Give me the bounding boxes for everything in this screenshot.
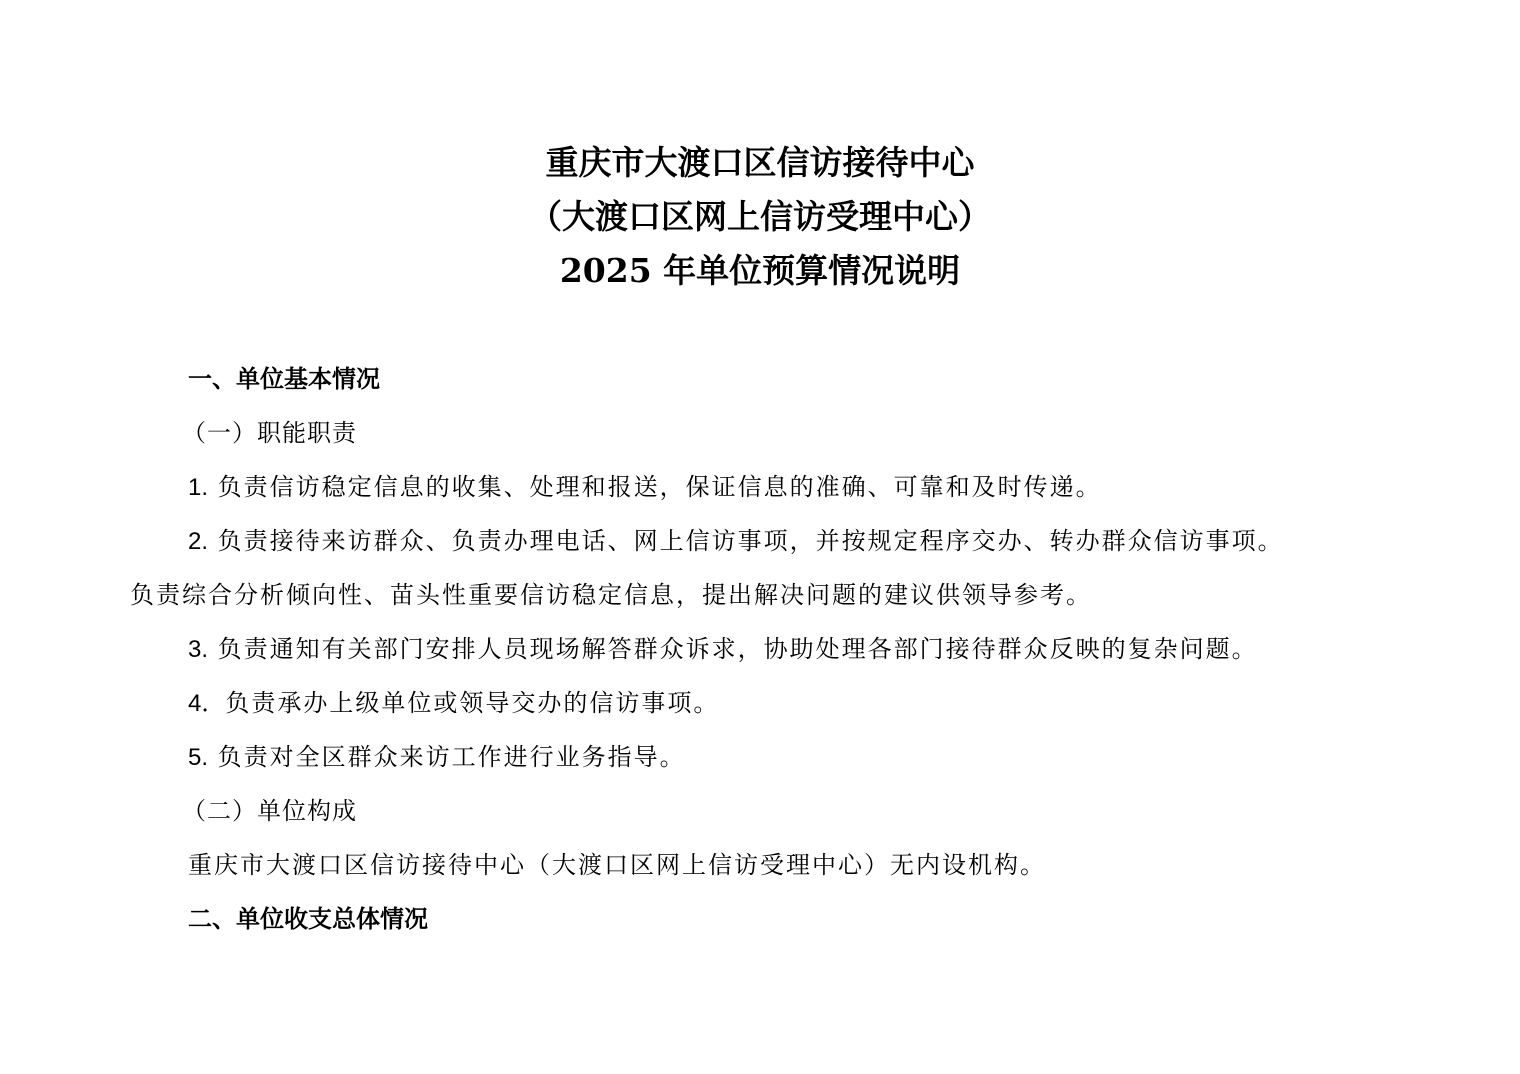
duty-item-number: 4． [188, 690, 226, 717]
duty-item-5 [130, 730, 1410, 784]
title-line-1: 重庆市大渡口区信访接待中心 [545, 143, 975, 182]
section-heading-revenue-expenditure: 二、单位收支总体情况 [188, 905, 428, 933]
duty-item-text: 负责对全区群众来访工作进行业务指导。 [217, 743, 686, 771]
section-heading-basic-info: 一、单位基本情况 [188, 365, 380, 393]
duty-item-1 [130, 460, 1410, 514]
duty-item-2-continuation: 负责综合分析倾向性、苗头性重要信访稳定信息，提出解决问题的建议供领导参考。 [130, 581, 1092, 609]
duty-item-2 [130, 514, 1410, 568]
subsection-heading-duties: （一）职能职责 [182, 419, 357, 447]
duty-item-3 [130, 622, 1410, 676]
title-line-3: 2025 年单位预算情况说明 [559, 251, 961, 290]
subsection-heading-structure: （二）单位构成 [182, 797, 357, 825]
duty-item-number: 3. [188, 636, 209, 663]
document-body [130, 352, 1410, 946]
structure-text: 重庆市大渡口区信访接待中心（大渡口区网上信访受理中心）无内设机构。 [188, 851, 1046, 879]
duty-item-text: 负责承办上级单位或领导交办的信访事项。 [225, 689, 720, 717]
title-line-2: （大渡口区网上信访受理中心） [529, 197, 991, 236]
duty-item-text: 负责通知有关部门安排人员现场解答群众诉求，协助处理各部门接待群众反映的复杂问题。 [217, 635, 1258, 663]
duty-item-4 [130, 676, 1410, 730]
duty-item-text: 负责接待来访群众、负责办理电话、网上信访事项，并按规定程序交办、转办群众信访事项。 [217, 527, 1284, 555]
duty-item-number: 2. [188, 528, 209, 555]
duty-item-text: 负责信访稳定信息的收集、处理和报送，保证信息的准确、可靠和及时传递。 [217, 473, 1102, 501]
duty-item-number: 1. [188, 474, 209, 501]
document-title [0, 136, 1520, 298]
duty-item-number: 5. [188, 744, 209, 771]
